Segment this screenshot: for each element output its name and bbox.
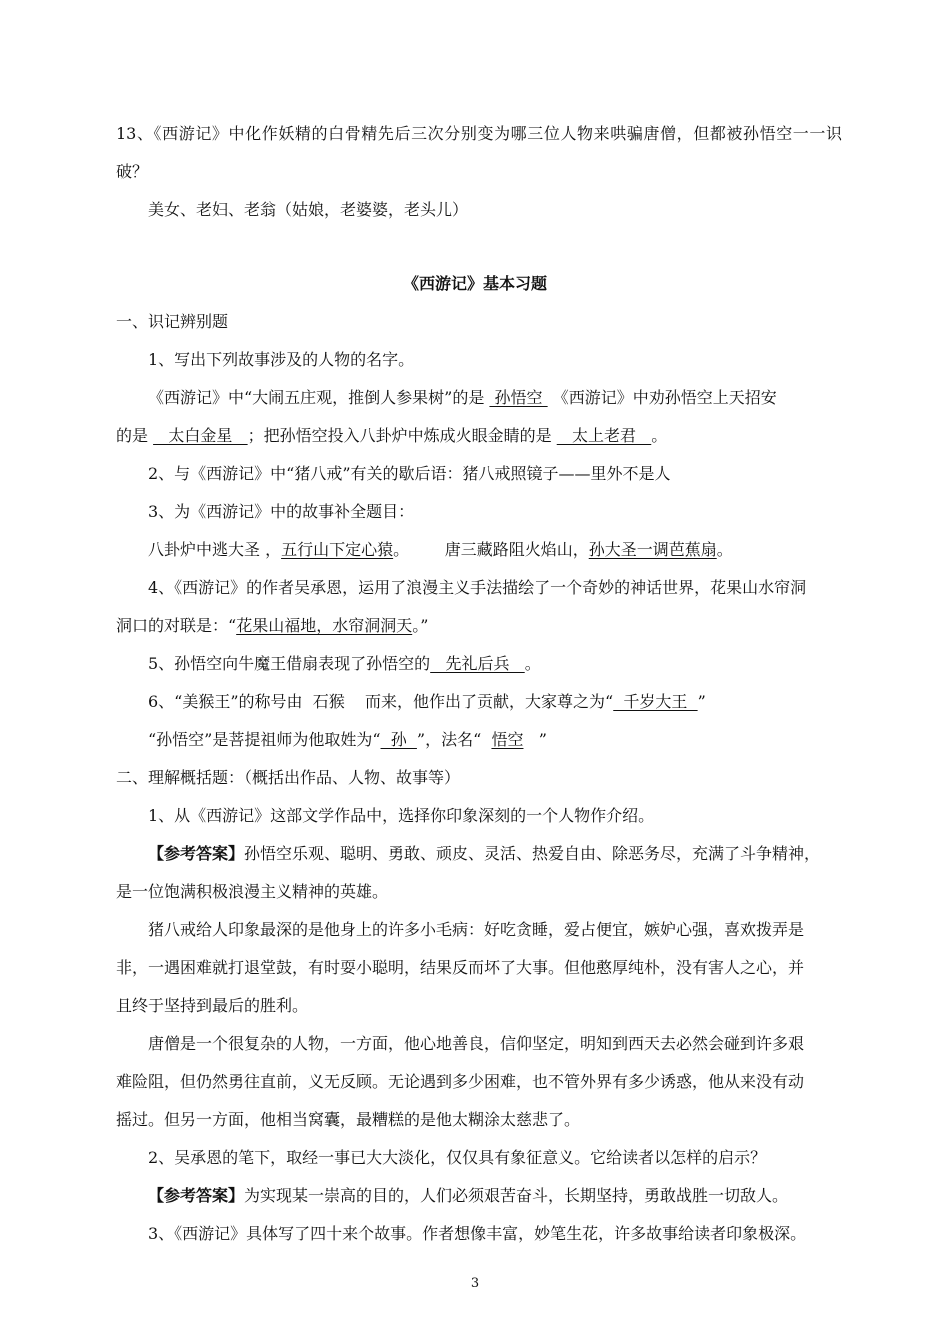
- s2-a4: 【参考答案】为实现某一崇高的目的，人们必须艰苦奋斗，长期坚持，勇敢战胜一切敌人。: [148, 1186, 789, 1205]
- s2-q2: 2、吴承恩的笔下，取经一事已大大淡化，仅仅具有象征意义。它给读者以怎样的启示？: [148, 1148, 767, 1167]
- s1-q6-line2: “孙悟空”是菩提祖师为他取姓为“ 孙 ”，法名“ 悟空 ”: [148, 730, 547, 749]
- page-title: 《西游记》基本习题: [402, 274, 547, 293]
- ref-answer-label: 【参考答案】: [148, 844, 245, 863]
- s2-a1-line1: 【参考答案】孙悟空乐观、聪明、勇敢、顽皮、灵活、热爱自由、除恶务尽，充满了斗争精神，: [148, 844, 821, 863]
- answer-duilian: 花果山福地，水帘洞洞天: [236, 616, 413, 635]
- s2-a2-line2: 非，一遇困难就打退堂鼓，有时耍小聪明，结果反而坏了大事。但他憨厚纯朴，没有害人之心，并: [116, 958, 805, 977]
- answer-wuxingshan: 五行山下定心猿: [281, 540, 394, 559]
- s1-q4-line1: 4、《西游记》的作者吴承恩，运用了浪漫主义手法描绘了一个奇妙的神话世界，花果山水帘洞: [148, 578, 807, 597]
- page-number: 3: [470, 1276, 480, 1291]
- answer-bajiaoshan: 孙大圣一调芭蕉扇: [588, 540, 717, 559]
- section1-heading: 一、识记辨别题: [116, 312, 229, 331]
- section2-heading: 二、理解概括题：（概括出作品、人物、故事等）: [116, 768, 461, 787]
- s2-a2-line3: 且终于坚持到最后的胜利。: [116, 996, 309, 1015]
- s1-q1-line2: 的是 太白金星 ；把孙悟空投入八卦炉中炼成火眼金睛的是 太上老君 。: [116, 426, 668, 445]
- answer-taibai: 太白金星: [153, 426, 248, 445]
- s2-q1: 1、从《西游记》这部文学作品中，选择你印象深刻的一个人物作介绍。: [148, 806, 655, 825]
- s2-a3-line1: 唐僧是一个很复杂的人物，一方面，他心地善良，信仰坚定，明知到西天去必然会碰到许多艰: [148, 1034, 805, 1053]
- q13-line1: 13、《西游记》中化作妖精的白骨精先后三次分别变为哪三位人物来哄骗唐僧，但都被孙悟空一一识: [116, 124, 842, 143]
- q13-line2: 破？: [116, 162, 149, 181]
- s1-q1: 1、写出下列故事涉及的人物的名字。: [148, 350, 415, 369]
- s2-q3: 3、《西游记》具体写了四十来个故事。作者想像丰富，妙笔生花，许多故事给读者印象极深。: [148, 1224, 807, 1243]
- s2-a3-line2: 难险阻，但仍然勇往直前，义无反顾。无论遇到多少困难，也不管外界有多少诱惑，他从来没有动: [116, 1072, 805, 1091]
- answer-wukong: 悟空: [491, 730, 524, 749]
- s2-a3-line3: 摇过。但另一方面，他相当窝囊，最糟糕的是他太糊涂太慈悲了。: [116, 1110, 581, 1129]
- s1-q1-line1: 《西游记》中“大闹五庄观，推倒人参果树”的是 孙悟空 《西游记》中劝孙悟空上天招安: [148, 388, 777, 407]
- s2-a2-line1: 猪八戒给人印象最深的是他身上的许多小毛病：好吃贪睡，爱占便宜，嫉妒心强，喜欢拨弄是: [148, 920, 805, 939]
- answer-sun: 孙: [380, 730, 417, 749]
- s1-q4-line2: 洞口的对联是：“花果山福地，水帘洞洞天。”: [116, 616, 429, 635]
- q13-answer: 美女、老妇、老翁（姑娘，老婆婆，老头儿）: [148, 200, 469, 219]
- s1-q6-line1: 6、“美猴王”的称号由 石猴 而来，他作出了贡献，大家尊之为“ 千岁大王 ”: [148, 692, 706, 711]
- answer-sun-wukong: 孙悟空: [489, 388, 548, 407]
- s1-q5: 5、孙悟空向牛魔王借扇表现了孙悟空的 先礼后兵 。: [148, 654, 541, 673]
- answer-taishang: 太上老君: [556, 426, 652, 445]
- answer-xianli: 先礼后兵: [430, 654, 525, 673]
- s2-a1-line2: 是一位饱满积极浪漫主义精神的英雄。: [116, 882, 389, 901]
- s1-q3: 3、为《西游记》中的故事补全题目：: [148, 502, 415, 521]
- s1-q2: 2、与《西游记》中“猪八戒”有关的歇后语：猪八戒照镜子——里外不是人: [148, 464, 671, 483]
- ref-answer-label: 【参考答案】: [148, 1186, 245, 1205]
- answer-qiansui: 千岁大王: [613, 692, 698, 711]
- s1-q3-answers: 八卦炉中逃大圣 ，五行山下定心猿。 唐三藏路阻火焰山，孙大圣一调芭蕉扇。: [148, 540, 733, 559]
